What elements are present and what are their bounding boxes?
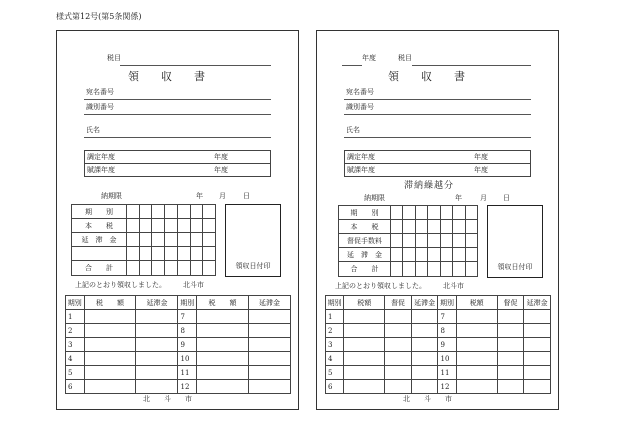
right-due-month: 月 xyxy=(480,194,487,202)
right-stamp-label: 領収日付印 xyxy=(497,263,533,271)
right-period-number: 12 xyxy=(438,380,456,394)
right-field-line xyxy=(344,137,531,138)
right-year-line xyxy=(342,65,362,66)
left-received-note: 上記のとおり領収しました。 xyxy=(75,281,166,289)
right-period-number: 5 xyxy=(326,366,344,380)
left-amount-row-label: 期 別 xyxy=(72,205,127,219)
right-period-number: 4 xyxy=(326,352,344,366)
left-period-number: 4 xyxy=(66,352,85,366)
left-due-month: 月 xyxy=(219,192,226,200)
right-period-header: 督促 xyxy=(385,296,412,310)
left-period-number: 6 xyxy=(66,380,85,394)
right-tax-item-label: 税目 xyxy=(398,54,412,62)
left-period-header: 期別 xyxy=(178,296,197,310)
right-year-label: 年度 xyxy=(362,54,376,62)
left-amount-row-label: 延 滞 金 xyxy=(72,233,127,247)
left-period-number: 3 xyxy=(66,338,85,352)
right-amount-table xyxy=(338,205,478,277)
right-period-header: 税額 xyxy=(456,296,497,310)
right-year-table xyxy=(344,150,531,177)
left-period-header: 延滞金 xyxy=(136,296,178,310)
right-period-header: 税額 xyxy=(344,296,385,310)
left-field-line xyxy=(84,114,271,115)
right-advance-label: 滞納繰越分 xyxy=(404,181,455,191)
right-city-inline: 北斗市 xyxy=(443,282,464,290)
right-field-name: 氏名 xyxy=(346,126,360,134)
left-period-header: 税 額 xyxy=(197,296,249,310)
left-period-header: 延滞金 xyxy=(248,296,290,310)
right-year-row-label: 賦課年度 xyxy=(345,164,473,177)
right-due-label: 納期限 xyxy=(364,194,385,202)
right-period-table xyxy=(325,295,551,394)
left-tax-item-label: 税目 xyxy=(107,54,121,62)
right-period-header: 延滞金 xyxy=(524,296,551,310)
right-period-header: 延滞金 xyxy=(411,296,438,310)
right-period-header: 督促 xyxy=(497,296,524,310)
left-period-header: 期別 xyxy=(66,296,85,310)
left-period-number: 1 xyxy=(66,310,85,324)
right-period-header: 期別 xyxy=(438,296,456,310)
form-label: 様式第12号(第5条関係) xyxy=(56,12,142,21)
left-year-row-label: 調定年度 xyxy=(85,151,213,164)
left-footer-city: 北 斗 市 xyxy=(143,395,192,403)
left-period-number: 10 xyxy=(178,352,197,366)
left-period-number: 12 xyxy=(178,380,197,394)
left-due-year: 年 xyxy=(196,192,203,200)
right-received-note: 上記のとおり領収しました。 xyxy=(335,282,426,290)
left-year-row-suffix: 年度 xyxy=(212,164,271,177)
left-period-number: 7 xyxy=(178,310,197,324)
left-amount-row-label xyxy=(72,247,127,261)
left-period-number: 8 xyxy=(178,324,197,338)
right-period-number: 7 xyxy=(438,310,456,324)
right-period-number: 8 xyxy=(438,324,456,338)
right-field-id-no: 識別番号 xyxy=(346,103,374,111)
right-period-number: 6 xyxy=(326,380,344,394)
left-amount-table xyxy=(71,204,216,276)
left-field-line xyxy=(84,137,271,138)
left-year-row-label: 賦課年度 xyxy=(85,164,213,177)
right-year-row-label: 調定年度 xyxy=(345,151,473,164)
right-period-number: 1 xyxy=(326,310,344,324)
right-period-number: 10 xyxy=(438,352,456,366)
right-due-year: 年 xyxy=(455,194,462,202)
left-year-row-suffix: 年度 xyxy=(212,151,271,164)
right-year-row-suffix: 年度 xyxy=(472,151,531,164)
left-period-number: 2 xyxy=(66,324,85,338)
right-field-line xyxy=(344,114,531,115)
left-due-day: 日 xyxy=(243,192,250,200)
left-due-label: 納期限 xyxy=(101,192,122,200)
right-amount-row-label: 延 滞 金 xyxy=(339,248,391,262)
right-period-number: 9 xyxy=(438,338,456,352)
left-receipt-title: 領 収 書 xyxy=(128,70,205,83)
right-field-line xyxy=(344,99,531,100)
right-period-number: 3 xyxy=(326,338,344,352)
right-receipt-title: 領 収 書 xyxy=(388,70,465,83)
left-period-number: 11 xyxy=(178,366,197,380)
left-stamp-box xyxy=(225,204,281,277)
right-due-day: 日 xyxy=(503,194,510,202)
left-period-table xyxy=(65,295,291,394)
left-stamp-label: 領収日付印 xyxy=(235,262,271,270)
left-field-address-no: 宛名番号 xyxy=(86,88,114,96)
right-amount-row-label: 本 税 xyxy=(339,220,391,234)
right-footer-city: 北 斗 市 xyxy=(403,395,452,403)
left-amount-row-label: 本 税 xyxy=(72,219,127,233)
left-amount-row-label: 合 計 xyxy=(72,261,127,276)
right-year-row-suffix: 年度 xyxy=(472,164,531,177)
right-period-number: 2 xyxy=(326,324,344,338)
right-amount-row-label: 督促手数料 xyxy=(339,234,391,248)
right-period-header: 期別 xyxy=(326,296,344,310)
right-amount-row-label: 合 計 xyxy=(339,262,391,277)
right-period-number: 11 xyxy=(438,366,456,380)
left-field-line xyxy=(84,99,271,100)
left-period-header: 税 額 xyxy=(84,296,136,310)
left-field-id-no: 識別番号 xyxy=(86,103,114,111)
left-city-inline: 北斗市 xyxy=(183,281,204,289)
left-period-number: 5 xyxy=(66,366,85,380)
right-amount-row-label: 期 別 xyxy=(339,206,391,220)
right-field-address-no: 宛名番号 xyxy=(346,88,374,96)
right-tax-item-line xyxy=(412,65,531,66)
left-tax-item-line xyxy=(120,65,271,66)
left-period-number: 9 xyxy=(178,338,197,352)
left-field-name: 氏名 xyxy=(86,126,100,134)
right-stamp-box xyxy=(487,205,543,278)
left-year-table xyxy=(84,150,271,177)
